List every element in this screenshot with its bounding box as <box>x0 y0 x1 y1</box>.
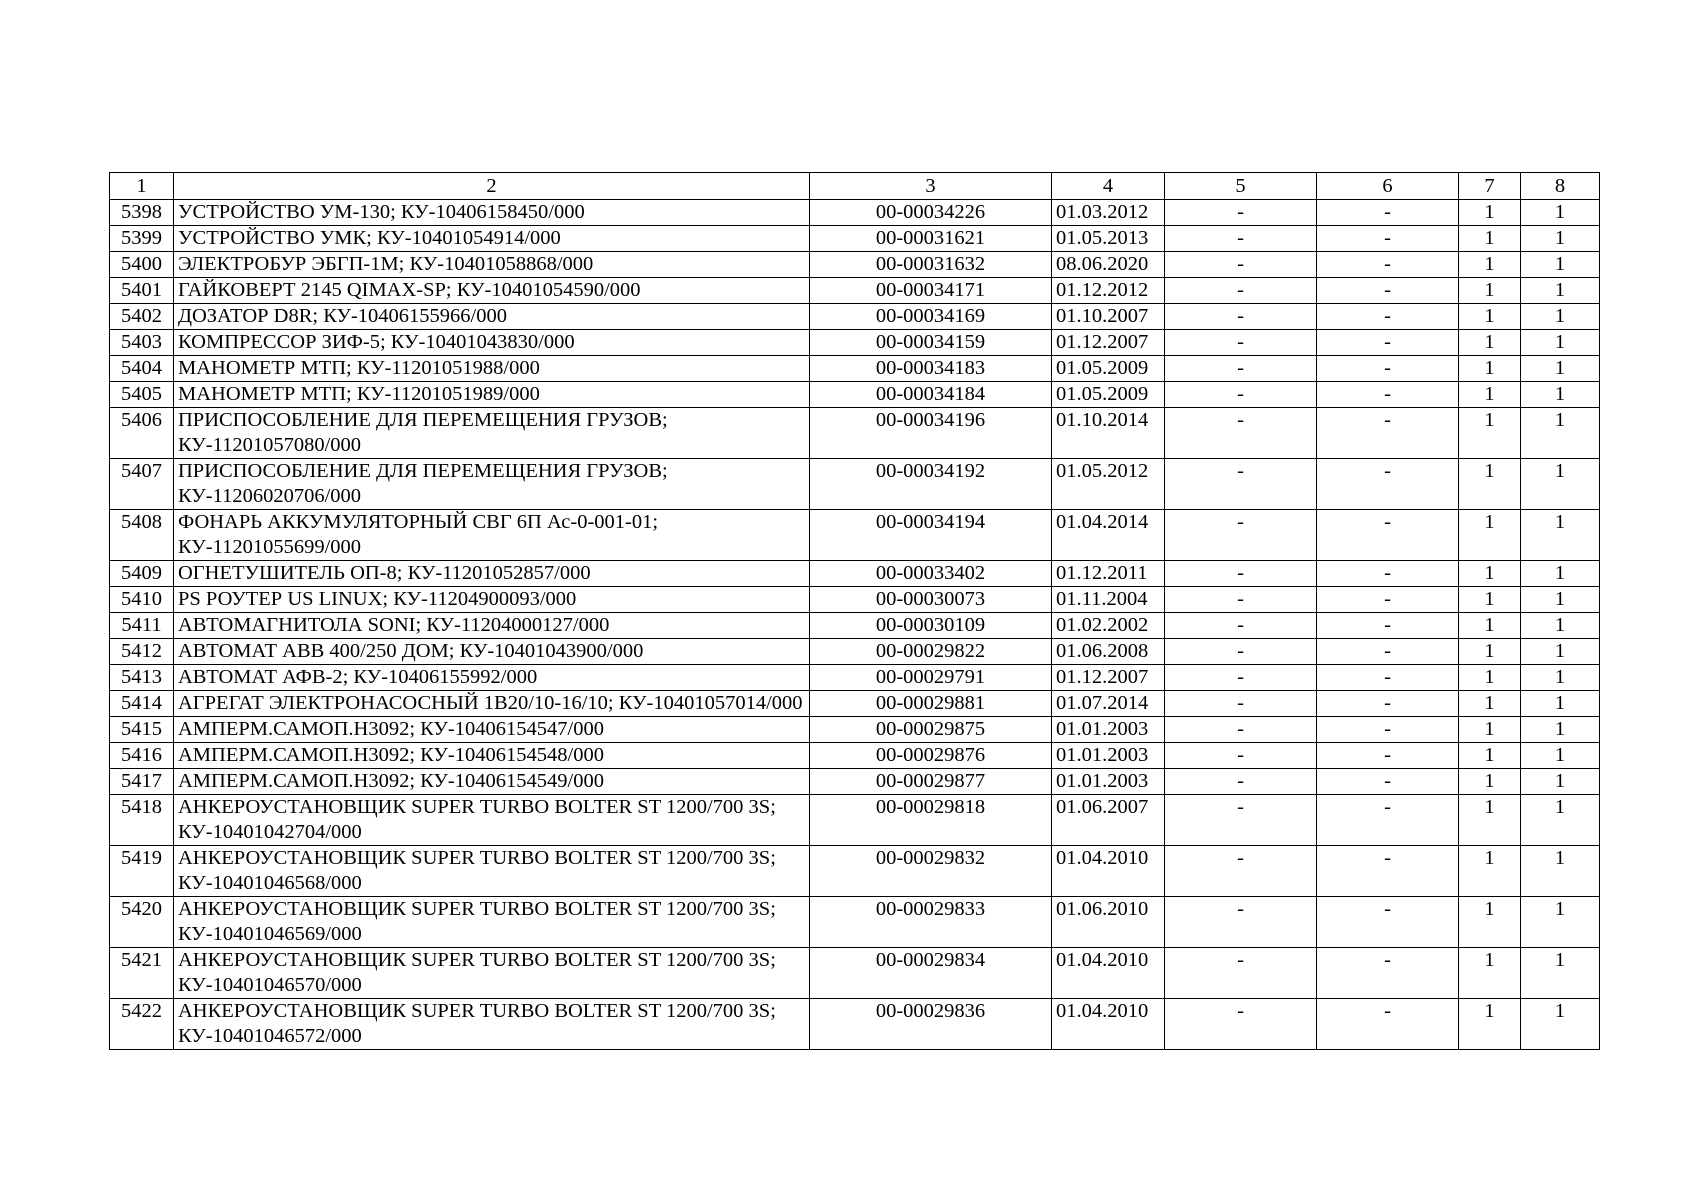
item-name-cell: УСТРОЙСТВО УМК; КУ-10401054914/000 <box>174 226 810 252</box>
col8-cell: 1 <box>1521 769 1600 795</box>
date-cell: 01.01.2003 <box>1052 769 1165 795</box>
header-cell: 8 <box>1521 173 1600 200</box>
col8-cell: 1 <box>1521 999 1600 1050</box>
date-cell: 01.10.2007 <box>1052 304 1165 330</box>
item-name-cell: АГРЕГАТ ЭЛЕКТРОНАСОСНЫЙ 1В20/10-16/10; КУ-10401057014/000 <box>174 691 810 717</box>
row-number-cell: 5408 <box>110 510 174 561</box>
item-name-cell: КОМПРЕССОР ЗИФ-5; КУ-10401043830/000 <box>174 330 810 356</box>
inventory-number-cell: 00-00029832 <box>810 846 1052 897</box>
col6-cell: - <box>1317 639 1459 665</box>
item-name-cell: АВТОМАГНИТОЛА SONI; КУ-11204000127/000 <box>174 613 810 639</box>
header-cell: 5 <box>1165 173 1317 200</box>
col8-cell: 1 <box>1521 561 1600 587</box>
col7-cell: 1 <box>1459 743 1521 769</box>
date-cell: 01.04.2010 <box>1052 999 1165 1050</box>
col7-cell: 1 <box>1459 846 1521 897</box>
col7-cell: 1 <box>1459 304 1521 330</box>
date-cell: 08.06.2020 <box>1052 252 1165 278</box>
table-row <box>110 408 1600 459</box>
item-name-cell: АНКЕРОУСТАНОВЩИК SUPER TURBO BOLTER ST 1200/700 3S; КУ-10401046569/000 <box>174 897 810 948</box>
col8-cell: 1 <box>1521 382 1600 408</box>
row-number-cell: 5404 <box>110 356 174 382</box>
col5-cell: - <box>1165 743 1317 769</box>
col6-cell: - <box>1317 226 1459 252</box>
col7-cell: 1 <box>1459 561 1521 587</box>
inventory-number-cell: 00-00029881 <box>810 691 1052 717</box>
col5-cell: - <box>1165 330 1317 356</box>
col6-cell: - <box>1317 459 1459 510</box>
col6-cell: - <box>1317 613 1459 639</box>
col5-cell: - <box>1165 717 1317 743</box>
date-cell: 01.06.2008 <box>1052 639 1165 665</box>
col6-cell: - <box>1317 999 1459 1050</box>
col8-cell: 1 <box>1521 948 1600 999</box>
col7-cell: 1 <box>1459 587 1521 613</box>
inventory-number-cell: 00-00029833 <box>810 897 1052 948</box>
date-cell: 01.01.2003 <box>1052 743 1165 769</box>
col6-cell: - <box>1317 561 1459 587</box>
col7-cell: 1 <box>1459 356 1521 382</box>
table-row <box>110 330 1600 356</box>
item-name-cell: ПРИСПОСОБЛЕНИЕ ДЛЯ ПЕРЕМЕЩЕНИЯ ГРУЗОВ; КУ-11201057080/000 <box>174 408 810 459</box>
col8-cell: 1 <box>1521 330 1600 356</box>
col5-cell: - <box>1165 252 1317 278</box>
item-name-cell: ГАЙКОВЕРТ 2145 QIMAX-SP; КУ-10401054590/000 <box>174 278 810 304</box>
col7-cell: 1 <box>1459 382 1521 408</box>
item-name-cell: ЭЛЕКТРОБУР ЭБГП-1М; КУ-10401058868/000 <box>174 252 810 278</box>
col7-cell: 1 <box>1459 897 1521 948</box>
date-cell: 01.05.2012 <box>1052 459 1165 510</box>
item-name-cell: МАНОМЕТР МТП; КУ-11201051988/000 <box>174 356 810 382</box>
item-name-cell: АНКЕРОУСТАНОВЩИК SUPER TURBO BOLTER ST 1200/700 3S; КУ-10401042704/000 <box>174 795 810 846</box>
col5-cell: - <box>1165 769 1317 795</box>
inventory-number-cell: 00-00029876 <box>810 743 1052 769</box>
col8-cell: 1 <box>1521 639 1600 665</box>
row-number-cell: 5417 <box>110 769 174 795</box>
col5-cell: - <box>1165 278 1317 304</box>
col6-cell: - <box>1317 304 1459 330</box>
col6-cell: - <box>1317 795 1459 846</box>
col8-cell: 1 <box>1521 459 1600 510</box>
inventory-number-cell: 00-00029791 <box>810 665 1052 691</box>
col6-cell: - <box>1317 897 1459 948</box>
col5-cell: - <box>1165 665 1317 691</box>
col7-cell: 1 <box>1459 948 1521 999</box>
table-row <box>110 639 1600 665</box>
col7-cell: 1 <box>1459 510 1521 561</box>
inventory-number-cell: 00-00034192 <box>810 459 1052 510</box>
table-row <box>110 304 1600 330</box>
col8-cell: 1 <box>1521 743 1600 769</box>
col6-cell: - <box>1317 743 1459 769</box>
inventory-number-cell: 00-00033402 <box>810 561 1052 587</box>
row-number-cell: 5409 <box>110 561 174 587</box>
row-number-cell: 5414 <box>110 691 174 717</box>
table-row <box>110 278 1600 304</box>
col7-cell: 1 <box>1459 613 1521 639</box>
col5-cell: - <box>1165 510 1317 561</box>
row-number-cell: 5403 <box>110 330 174 356</box>
table-row <box>110 769 1600 795</box>
header-cell: 1 <box>110 173 174 200</box>
col5-cell: - <box>1165 459 1317 510</box>
item-name-cell: PS РОУТЕР US LINUX; КУ-11204900093/000 <box>174 587 810 613</box>
row-number-cell: 5412 <box>110 639 174 665</box>
col6-cell: - <box>1317 510 1459 561</box>
table-row <box>110 510 1600 561</box>
col7-cell: 1 <box>1459 200 1521 226</box>
item-name-cell: ФОНАРЬ АККУМУЛЯТОРНЫЙ СВГ 6П Ас-0-001-01; КУ-11201055699/000 <box>174 510 810 561</box>
table-row <box>110 587 1600 613</box>
col5-cell: - <box>1165 382 1317 408</box>
col6-cell: - <box>1317 717 1459 743</box>
header-cell: 2 <box>174 173 810 200</box>
row-number-cell: 5411 <box>110 613 174 639</box>
item-name-cell: АНКЕРОУСТАНОВЩИК SUPER TURBO BOLTER ST 1200/700 3S; КУ-10401046570/000 <box>174 948 810 999</box>
col7-cell: 1 <box>1459 717 1521 743</box>
table-row <box>110 459 1600 510</box>
col5-cell: - <box>1165 613 1317 639</box>
col5-cell: - <box>1165 226 1317 252</box>
col8-cell: 1 <box>1521 795 1600 846</box>
col6-cell: - <box>1317 356 1459 382</box>
item-name-cell: ОГНЕТУШИТЕЛЬ ОП-8; КУ-11201052857/000 <box>174 561 810 587</box>
row-number-cell: 5420 <box>110 897 174 948</box>
col8-cell: 1 <box>1521 717 1600 743</box>
item-name-cell: АВТОМАТ АВВ 400/250 ДОМ; КУ-10401043900/000 <box>174 639 810 665</box>
col5-cell: - <box>1165 304 1317 330</box>
row-number-cell: 5413 <box>110 665 174 691</box>
inventory-number-cell: 00-00029836 <box>810 999 1052 1050</box>
date-cell: 01.11.2004 <box>1052 587 1165 613</box>
header-cell: 4 <box>1052 173 1165 200</box>
table-row <box>110 382 1600 408</box>
col7-cell: 1 <box>1459 999 1521 1050</box>
col8-cell: 1 <box>1521 691 1600 717</box>
item-name-cell: ПРИСПОСОБЛЕНИЕ ДЛЯ ПЕРЕМЕЩЕНИЯ ГРУЗОВ; КУ-11206020706/000 <box>174 459 810 510</box>
inventory-number-cell: 00-00029822 <box>810 639 1052 665</box>
col6-cell: - <box>1317 200 1459 226</box>
date-cell: 01.04.2010 <box>1052 948 1165 999</box>
col7-cell: 1 <box>1459 795 1521 846</box>
date-cell: 01.12.2012 <box>1052 278 1165 304</box>
col8-cell: 1 <box>1521 200 1600 226</box>
row-number-cell: 5410 <box>110 587 174 613</box>
header-cell: 3 <box>810 173 1052 200</box>
col5-cell: - <box>1165 846 1317 897</box>
item-name-cell: АМПЕРМ.САМОП.Н3092; КУ-10406154547/000 <box>174 717 810 743</box>
item-name-cell: АНКЕРОУСТАНОВЩИК SUPER TURBO BOLTER ST 1200/700 3S; КУ-10401046572/000 <box>174 999 810 1050</box>
col5-cell: - <box>1165 200 1317 226</box>
item-name-cell: ДОЗАТОР D8R; КУ-10406155966/000 <box>174 304 810 330</box>
col5-cell: - <box>1165 948 1317 999</box>
col7-cell: 1 <box>1459 278 1521 304</box>
col7-cell: 1 <box>1459 330 1521 356</box>
col8-cell: 1 <box>1521 356 1600 382</box>
header-cell: 7 <box>1459 173 1521 200</box>
inventory-number-cell: 00-00030073 <box>810 587 1052 613</box>
inventory-number-cell: 00-00029875 <box>810 717 1052 743</box>
item-name-cell: МАНОМЕТР МТП; КУ-11201051989/000 <box>174 382 810 408</box>
col6-cell: - <box>1317 948 1459 999</box>
col8-cell: 1 <box>1521 846 1600 897</box>
col6-cell: - <box>1317 769 1459 795</box>
col6-cell: - <box>1317 382 1459 408</box>
table-row <box>110 200 1600 226</box>
table-row <box>110 691 1600 717</box>
col8-cell: 1 <box>1521 304 1600 330</box>
date-cell: 01.05.2013 <box>1052 226 1165 252</box>
item-name-cell: АНКЕРОУСТАНОВЩИК SUPER TURBO BOLTER ST 1200/700 3S; КУ-10401046568/000 <box>174 846 810 897</box>
inventory-number-cell: 00-00034194 <box>810 510 1052 561</box>
row-number-cell: 5418 <box>110 795 174 846</box>
inventory-number-cell: 00-00031632 <box>810 252 1052 278</box>
date-cell: 01.10.2014 <box>1052 408 1165 459</box>
col5-cell: - <box>1165 356 1317 382</box>
col8-cell: 1 <box>1521 226 1600 252</box>
date-cell: 01.02.2002 <box>1052 613 1165 639</box>
col7-cell: 1 <box>1459 459 1521 510</box>
date-cell: 01.06.2010 <box>1052 897 1165 948</box>
col8-cell: 1 <box>1521 408 1600 459</box>
row-number-cell: 5407 <box>110 459 174 510</box>
col8-cell: 1 <box>1521 613 1600 639</box>
date-cell: 01.04.2014 <box>1052 510 1165 561</box>
col5-cell: - <box>1165 587 1317 613</box>
table-row <box>110 897 1600 948</box>
inventory-number-cell: 00-00034169 <box>810 304 1052 330</box>
table-row <box>110 999 1600 1050</box>
item-name-cell: АМПЕРМ.САМОП.Н3092; КУ-10406154548/000 <box>174 743 810 769</box>
date-cell: 01.07.2014 <box>1052 691 1165 717</box>
col5-cell: - <box>1165 639 1317 665</box>
col7-cell: 1 <box>1459 226 1521 252</box>
table-row <box>110 665 1600 691</box>
item-name-cell: АМПЕРМ.САМОП.Н3092; КУ-10406154549/000 <box>174 769 810 795</box>
col6-cell: - <box>1317 587 1459 613</box>
inventory-number-cell: 00-00029834 <box>810 948 1052 999</box>
date-cell: 01.01.2003 <box>1052 717 1165 743</box>
item-name-cell: УСТРОЙСТВО УМ-130; КУ-10406158450/000 <box>174 200 810 226</box>
date-cell: 01.06.2007 <box>1052 795 1165 846</box>
col7-cell: 1 <box>1459 408 1521 459</box>
col6-cell: - <box>1317 278 1459 304</box>
col8-cell: 1 <box>1521 587 1600 613</box>
row-number-cell: 5406 <box>110 408 174 459</box>
table-header-row <box>110 173 1600 200</box>
col6-cell: - <box>1317 252 1459 278</box>
row-number-cell: 5421 <box>110 948 174 999</box>
col8-cell: 1 <box>1521 510 1600 561</box>
col8-cell: 1 <box>1521 252 1600 278</box>
table-row <box>110 948 1600 999</box>
date-cell: 01.12.2011 <box>1052 561 1165 587</box>
row-number-cell: 5400 <box>110 252 174 278</box>
date-cell: 01.03.2012 <box>1052 200 1165 226</box>
row-number-cell: 5401 <box>110 278 174 304</box>
inventory-number-cell: 00-00029818 <box>810 795 1052 846</box>
row-number-cell: 5416 <box>110 743 174 769</box>
col8-cell: 1 <box>1521 897 1600 948</box>
col7-cell: 1 <box>1459 769 1521 795</box>
table-row <box>110 795 1600 846</box>
date-cell: 01.04.2010 <box>1052 846 1165 897</box>
inventory-number-cell: 00-00034184 <box>810 382 1052 408</box>
row-number-cell: 5399 <box>110 226 174 252</box>
inventory-number-cell: 00-00031621 <box>810 226 1052 252</box>
col7-cell: 1 <box>1459 639 1521 665</box>
date-cell: 01.12.2007 <box>1052 665 1165 691</box>
row-number-cell: 5422 <box>110 999 174 1050</box>
col8-cell: 1 <box>1521 665 1600 691</box>
col5-cell: - <box>1165 408 1317 459</box>
col7-cell: 1 <box>1459 252 1521 278</box>
col8-cell: 1 <box>1521 278 1600 304</box>
col5-cell: - <box>1165 999 1317 1050</box>
table-row <box>110 561 1600 587</box>
col5-cell: - <box>1165 897 1317 948</box>
col7-cell: 1 <box>1459 691 1521 717</box>
row-number-cell: 5405 <box>110 382 174 408</box>
inventory-number-cell: 00-00034171 <box>810 278 1052 304</box>
inventory-number-cell: 00-00034226 <box>810 200 1052 226</box>
inventory-number-cell: 00-00029877 <box>810 769 1052 795</box>
col6-cell: - <box>1317 846 1459 897</box>
table-row <box>110 846 1600 897</box>
table-row <box>110 743 1600 769</box>
inventory-number-cell: 00-00034183 <box>810 356 1052 382</box>
row-number-cell: 5402 <box>110 304 174 330</box>
date-cell: 01.05.2009 <box>1052 356 1165 382</box>
inventory-number-cell: 00-00034159 <box>810 330 1052 356</box>
inventory-number-cell: 00-00034196 <box>810 408 1052 459</box>
col5-cell: - <box>1165 795 1317 846</box>
col6-cell: - <box>1317 408 1459 459</box>
inventory-number-cell: 00-00030109 <box>810 613 1052 639</box>
col6-cell: - <box>1317 691 1459 717</box>
table-row <box>110 252 1600 278</box>
row-number-cell: 5398 <box>110 200 174 226</box>
inventory-table <box>109 172 1600 1050</box>
col5-cell: - <box>1165 691 1317 717</box>
date-cell: 01.12.2007 <box>1052 330 1165 356</box>
col7-cell: 1 <box>1459 665 1521 691</box>
col6-cell: - <box>1317 665 1459 691</box>
col6-cell: - <box>1317 330 1459 356</box>
table-row <box>110 356 1600 382</box>
table-row <box>110 613 1600 639</box>
date-cell: 01.05.2009 <box>1052 382 1165 408</box>
col5-cell: - <box>1165 561 1317 587</box>
row-number-cell: 5415 <box>110 717 174 743</box>
header-cell: 6 <box>1317 173 1459 200</box>
item-name-cell: АВТОМАТ АФВ-2; КУ-10406155992/000 <box>174 665 810 691</box>
row-number-cell: 5419 <box>110 846 174 897</box>
table-row <box>110 717 1600 743</box>
table-row <box>110 226 1600 252</box>
